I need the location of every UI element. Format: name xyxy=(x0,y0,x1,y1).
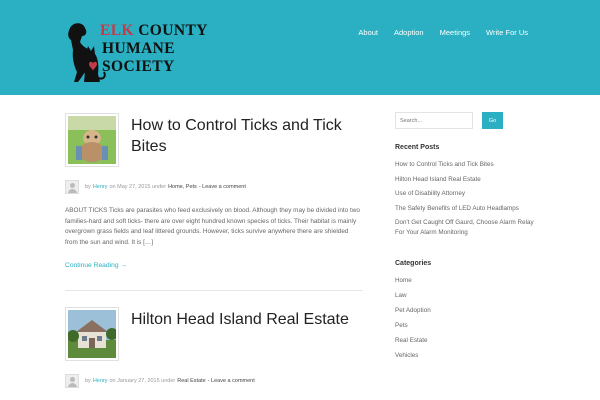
author-avatar xyxy=(65,180,79,194)
categories-list xyxy=(395,276,540,361)
meta-comment-link[interactable]: - Leave a comment xyxy=(207,378,255,384)
category-link[interactable]: Pets xyxy=(395,322,408,329)
nav-write-for-us[interactable]: Write For Us xyxy=(486,28,528,37)
post-meta xyxy=(65,374,257,388)
category-link[interactable]: Home xyxy=(395,277,412,284)
post-divider xyxy=(65,290,363,291)
nav-meetings[interactable]: Meetings xyxy=(439,28,471,37)
search-input[interactable] xyxy=(395,112,473,129)
meta-author-link[interactable]: Henry xyxy=(92,184,108,190)
dog-photo-icon xyxy=(68,116,116,164)
meta-by: by xyxy=(85,184,91,190)
category-link[interactable]: Real Estate xyxy=(395,337,428,344)
meta-categories-link[interactable]: Home, Pets xyxy=(168,184,197,190)
logo-elk: ELK xyxy=(100,22,134,39)
post-title[interactable]: How to Control Ticks and Tick Bites xyxy=(131,117,342,155)
nav-adoption[interactable]: Adoption xyxy=(394,28,424,37)
site-header xyxy=(0,0,600,95)
recent-post-link[interactable]: Don't Get Caught Off Gaurd, Choose Alarm Relay For Your Alarm Monitoring xyxy=(395,219,534,236)
post-thumbnail[interactable] xyxy=(65,113,119,167)
post-excerpt: ABOUT TICKS Ticks are parasites who feed exclusively on blood. Although they may be divided into two families-hard and soft ticks- there are over eight hundred known species of ticks. Their habitat is mainly overgrown grass fields and leaf littered grounds. However, ticks survive anywhere there are shielded from the sun and wind. It is […] xyxy=(65,207,360,246)
category-link[interactable]: Pet Adoption xyxy=(395,307,431,314)
category-link[interactable]: Law xyxy=(395,292,407,299)
main-nav xyxy=(342,27,528,39)
continue-reading-link[interactable]: Continue Reading → xyxy=(65,262,128,269)
post-title[interactable]: Hilton Head Island Real Estate xyxy=(131,311,349,328)
logo-society: SOCIETY xyxy=(102,58,175,75)
recent-posts-list xyxy=(395,160,540,237)
recent-post-link[interactable]: Use of Disability Attorney xyxy=(395,190,465,197)
category-link[interactable]: Vehicles xyxy=(395,352,419,359)
recent-post-link[interactable]: The Safety Benefits of LED Auto Headlamps xyxy=(395,204,519,212)
author-avatar xyxy=(65,374,79,388)
search-go-button[interactable]: Go xyxy=(482,112,503,129)
post-thumbnail[interactable] xyxy=(65,307,119,361)
meta-by: by xyxy=(85,378,91,384)
recent-post-link[interactable]: How to Control Ticks and Tick Bites xyxy=(395,161,494,168)
nav-about[interactable]: About xyxy=(358,28,378,37)
logo-humane: HUMANE xyxy=(102,40,176,57)
recent-posts-title: Recent Posts xyxy=(395,144,440,151)
logo-text xyxy=(100,22,208,76)
meta-comment-link[interactable]: - Leave a comment xyxy=(198,184,246,190)
house-photo-icon xyxy=(68,310,116,358)
logo-county: COUNTY xyxy=(133,22,208,39)
site-logo[interactable] xyxy=(64,20,214,84)
post-meta xyxy=(65,180,248,194)
meta-date: on January 27, 2015 under xyxy=(109,378,176,384)
categories-title: Categories xyxy=(395,260,432,267)
recent-post-link[interactable]: Hilton Head Island Real Estate xyxy=(395,175,481,183)
meta-date: on May 27, 2015 under xyxy=(109,184,167,190)
meta-author-link[interactable]: Henry xyxy=(92,378,108,384)
meta-categories-link[interactable]: Real Estate xyxy=(177,378,206,384)
